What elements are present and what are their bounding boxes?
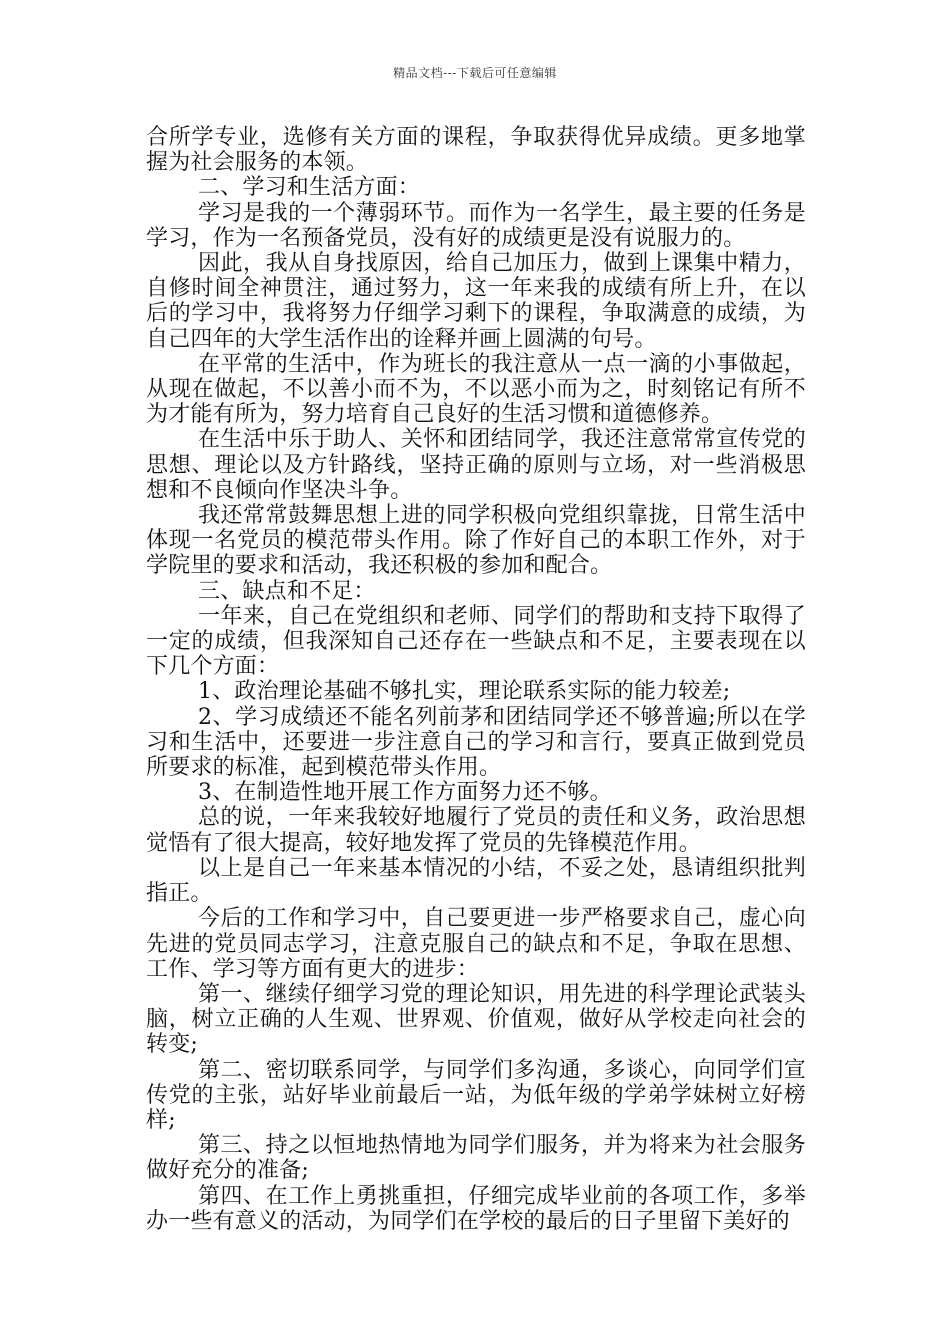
list-item-1: 1、政治理论基础不够扎实，理论联系实际的能力较差;: [198, 679, 731, 705]
paragraph-4: 因此，我从自身找原因，给自己加压力，做到上课集中精力，自修时间全神贯注，通过努力，这一年来我的成绩有所上升，在以后的学习中，我将努力仔细学习剩下的课程，争取满意的成绩，为自己四年的大学生活作出的诠释并画上圆满的句号。: [146, 251, 806, 352]
paragraph-1: 合所学专业，选修有关方面的课程，争取获得优异成绩。更多地掌握为社会服务的本领。: [146, 125, 806, 176]
paragraph-14: 以上是自己一年来基本情况的小结，不妥之处，恳请组织批判指正。: [146, 855, 806, 907]
page-header: 精品文档---下载后可任意编辑: [393, 66, 557, 80]
list-item-2: 2、学习成绩还不能名列前茅和团结同学还不够普遍;所以在学习和生活中，还要进一步注意自己的学习和言行，要真正做到党员所要求的标准，起到模范带头作用。: [146, 704, 806, 781]
paragraph-15: 今后的工作和学习中，自己要更进一步严格要求自己，虚心向先进的党员同志学习，注意克服自己的缺点和不足，争取在思想、工作、学习等方面有更大的进步：: [146, 906, 806, 982]
section-heading-shortcomings: 三、缺点和不足：: [198, 578, 376, 604]
paragraph-9: 一年来，自己在党组织和老师、同学们的帮助和支持下取得了一定的成绩，但我深知自己还存在一些缺点和不足，主要表现在以下几个方面：: [146, 603, 806, 680]
paragraph-13: 总的说，一年来我较好地履行了党员的责任和义务，政治思想觉悟有了很大提高，较好地发挥了党员的先锋模范作用。: [146, 805, 806, 856]
list-item-3: 3、在制造性地开展工作方面努力还不够。: [198, 780, 612, 806]
goal-item-1: 第一、继续仔细学习党的理论知识，用先进的科学理论武装头脑，树立正确的人生观、世界观、价值观，做好从学校走向社会的转变;: [146, 981, 806, 1058]
document-body: [146, 125, 806, 1234]
goal-item-2: 第二、密切联系同学，与同学们多沟通，多谈心，向同学们宣传党的主张，站好毕业前最后一站，为低年级的学弟学妹树立好榜样;: [146, 1057, 806, 1133]
goal-item-4: 第四、在工作上勇挑重担，仔细完成毕业前的各项工作，多举办一些有意义的活动，为同学们在学校的最后的日子里留下美好的: [146, 1183, 806, 1234]
goal-item-3: 第三、持之以恒地热情地为同学们服务，并为将来为社会服务做好充分的准备;: [146, 1133, 806, 1184]
paragraph-7: 我还常常鼓舞思想上进的同学积极向党组织靠拢，日常生活中体现一名党员的模范带头作用。除了作好自己的本职工作外，对于学院里的要求和活动，我还积极的参加和配合。: [146, 503, 806, 579]
paragraph-5: 在平常的生活中，作为班长的我注意从一点一滴的小事做起，从现在做起，不以善小而不为，不以恶小而为之，时刻铭记有所不为才能有所为，努力培育自己良好的生活习惯和道德修养。: [146, 351, 806, 428]
paragraph-3: 学习是我的一个薄弱环节。而作为一名学生，最主要的任务是学习，作为一名预备党员，没有好的成绩更是没有说服力的。: [146, 200, 806, 251]
paragraph-6: 在生活中乐于助人、关怀和团结同学，我还注意常常宣传党的思想、理论以及方针路线，坚持正确的原则与立场，对一些消极思想和不良倾向作坚决斗争。: [146, 427, 806, 503]
section-heading-study-life: 二、学习和生活方面：: [198, 175, 421, 201]
